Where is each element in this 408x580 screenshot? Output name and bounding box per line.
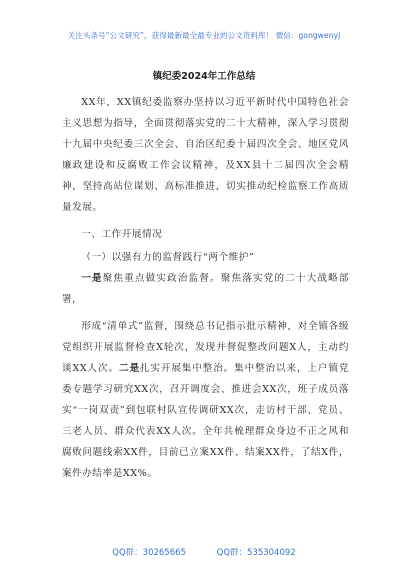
intro-paragraph: XX年，XX镇纪委监察办坚持以习近平新时代中国特色社会主义思想为指导，全面贯彻落实党的二十大精神，深入学习贯彻十九届中央纪委三次全会、自治区纪委十届四次全会、地区党风廉政建设和反腐败工作会议精神，及XX县十二届四次全会精神，坚持高站位谋划、高标准推进，切实推动纪检监察工作高质量发展。 (62, 97, 349, 213)
item-lead-2: 二是 (118, 363, 140, 374)
para2-text-b: 扎实开展集中整治。集中整治以来，上户镇党委专题学习研究XX次，召开调度会、推进会XX次，班子成员落实“一岗双责”到包联村队宣传调研XX次，走访村干部、党员、三老人员、群众代表XX人次。全年共梳理群众身边不正之风和腐败问题线索XX件，目前已立案XX件、结案XX件，了结X件，案件办结率是XX%。 (62, 363, 349, 479)
para2-text-a: 形成“清单式”监督，围绕总书记指示批示精神，对全镇各级党组织开展监督检查X轮次，发现并督促整改问题X人，主动约谈XX人次。 (62, 321, 349, 374)
subsection-heading: （一）以强有力的监督践行“两个维护” (81, 252, 255, 263)
footer-qq-2: QQ群：535304092 (216, 548, 296, 558)
document-body (62, 92, 349, 484)
header-banner: 关注头条号“公文研究”，获得最新最全最专业的公文资料库！ 微信：gongwenyj (67, 31, 341, 40)
item-lead-1: 一是 (81, 273, 103, 284)
section-heading: 一、工作开展情况 (81, 229, 163, 240)
item-paragraph-2 (62, 316, 349, 484)
document-title: 镇纪委2024年工作总结 (152, 71, 256, 82)
footer-qq-1: QQ群：30265665 (112, 548, 186, 558)
item-paragraph-1 (62, 268, 349, 310)
item-text-1: 聚焦重点做实政治监督。聚焦落实党的二十大战略部署， (62, 273, 349, 305)
footer-contacts (0, 546, 408, 558)
